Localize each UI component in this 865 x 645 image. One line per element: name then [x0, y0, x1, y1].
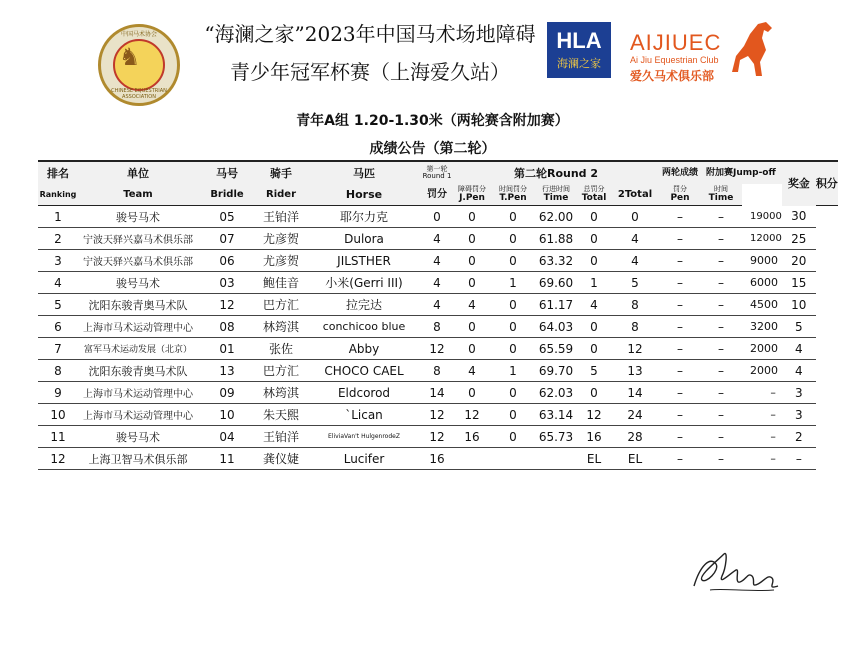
cell-team: 宁波天驿兴嘉马术俱乐部 — [78, 228, 198, 250]
cell-points: 15 — [782, 272, 816, 294]
cell-points: 3 — [782, 382, 816, 404]
cell-total: 5 — [578, 360, 610, 382]
cell-total: 0 — [578, 228, 610, 250]
cell-bridle: 07 — [198, 228, 256, 250]
cell-round1: 12 — [422, 426, 452, 448]
cell-jo-pen: – — [660, 338, 700, 360]
table-row — [38, 294, 838, 316]
table-row — [38, 360, 838, 382]
cell-bridle: 01 — [198, 338, 256, 360]
table-row — [38, 272, 838, 294]
announcement-title: 成绩公告（第二轮） — [369, 141, 496, 157]
cell-jpen: 0 — [452, 228, 492, 250]
cell-horse: 耶尔力克 — [306, 206, 422, 228]
col-time: 行进时间 Time — [534, 184, 578, 206]
cell-team: 上海市马术运动管理中心 — [78, 404, 198, 426]
cell-tpen: 0 — [492, 404, 534, 426]
cell-two-total: 12 — [610, 338, 660, 360]
cell-rider: 尤彦贺 — [256, 250, 306, 272]
cell-jpen: 0 — [452, 250, 492, 272]
cell-two-total: 4 — [610, 250, 660, 272]
cell-time: 65.59 — [534, 338, 578, 360]
cell-jpen — [452, 448, 492, 470]
cell-team: 沈阳东骏青奥马术队 — [78, 360, 198, 382]
table-row — [38, 382, 838, 404]
cell-total: 0 — [578, 250, 610, 272]
cell-time: 63.14 — [534, 404, 578, 426]
col-round1: 第一轮 Round 1 — [422, 161, 452, 184]
cell-jpen: 4 — [452, 360, 492, 382]
cell-jo-pen: – — [660, 294, 700, 316]
cell-total: 12 — [578, 404, 610, 426]
cell-jo-time: – — [700, 206, 742, 228]
cell-team: 上海市马术运动管理中心 — [78, 382, 198, 404]
cell-total: 1 — [578, 272, 610, 294]
cell-rank: 9 — [38, 382, 78, 404]
cell-jo-pen: – — [660, 272, 700, 294]
cell-jo-time: – — [700, 360, 742, 382]
col-total: 总罚分 Total — [578, 184, 610, 206]
club-logo-cn: 爱久马术俱乐部 — [630, 69, 715, 83]
cell-rider: 巴方汇 — [256, 360, 306, 382]
rearing-horse-icon — [728, 20, 774, 80]
col-jo-pen: 罚分 Pen — [660, 184, 700, 206]
club-logo-title: AIJIUEC — [630, 30, 722, 55]
cell-rank: 3 — [38, 250, 78, 272]
cell-round1: 4 — [422, 272, 452, 294]
cell-round1: 8 — [422, 316, 452, 338]
cell-round1: 12 — [422, 338, 452, 360]
chinese-equestrian-association-logo — [98, 24, 180, 106]
cell-bridle: 05 — [198, 206, 256, 228]
cell-horse: `Lican — [306, 404, 422, 426]
cell-total: EL — [578, 448, 610, 470]
cell-horse: EliviaVan't HulgenrodeZ — [306, 426, 422, 448]
cell-points: – — [782, 448, 816, 470]
cell-prize: 19000 — [742, 206, 782, 228]
cell-time: 61.17 — [534, 294, 578, 316]
cell-bridle: 11 — [198, 448, 256, 470]
cell-team: 骏号马术 — [78, 206, 198, 228]
cell-jpen: 4 — [452, 294, 492, 316]
table-row — [38, 250, 838, 272]
cell-points: 25 — [782, 228, 816, 250]
cell-points: 10 — [782, 294, 816, 316]
cell-prize: 12000 — [742, 228, 782, 250]
table-row — [38, 316, 838, 338]
horse-head-icon: ♞ — [119, 43, 141, 71]
cell-round1: 4 — [422, 228, 452, 250]
cell-team: 宁波天驿兴嘉马术俱乐部 — [78, 250, 198, 272]
cell-prize: 9000 — [742, 250, 782, 272]
cell-points: 5 — [782, 316, 816, 338]
cell-horse: 小米(Gerri III) — [306, 272, 422, 294]
cell-tpen: 1 — [492, 360, 534, 382]
cell-time: 65.73 — [534, 426, 578, 448]
cell-round1: 16 — [422, 448, 452, 470]
cell-time: 64.03 — [534, 316, 578, 338]
cell-round1: 4 — [422, 250, 452, 272]
cell-time: 62.03 — [534, 382, 578, 404]
cell-prize: 4500 — [742, 294, 782, 316]
cell-two-total: 4 — [610, 228, 660, 250]
cell-rider: 尤彦贺 — [256, 228, 306, 250]
col-ranking-cn: 排名 — [38, 161, 78, 184]
cell-jo-time: – — [700, 316, 742, 338]
cell-horse: Eldcorod — [306, 382, 422, 404]
cell-two-total: 13 — [610, 360, 660, 382]
cell-tpen: 0 — [492, 228, 534, 250]
results-table — [38, 160, 838, 470]
table-row — [38, 404, 838, 426]
cell-rider: 林筠淇 — [256, 382, 306, 404]
cell-tpen: 0 — [492, 426, 534, 448]
cell-round1: 4 — [422, 294, 452, 316]
hla-logo-sub: 海澜之家 — [557, 57, 601, 70]
cell-time: 69.70 — [534, 360, 578, 382]
cell-rank: 6 — [38, 316, 78, 338]
table-row — [38, 338, 838, 360]
cell-round1: 0 — [422, 206, 452, 228]
col-points: 积分 — [816, 161, 838, 206]
cell-prize: – — [742, 404, 782, 426]
cell-team: 沈阳东骏青奥马术队 — [78, 294, 198, 316]
cell-bridle: 06 — [198, 250, 256, 272]
cell-jpen: 16 — [452, 426, 492, 448]
cell-rank: 8 — [38, 360, 78, 382]
cell-team: 骏号马术 — [78, 272, 198, 294]
cell-total: 0 — [578, 316, 610, 338]
cell-rider: 龚仪婕 — [256, 448, 306, 470]
cell-jpen: 0 — [452, 206, 492, 228]
event-title-line2: 青少年冠军杯赛（上海爱久站） — [230, 60, 510, 84]
cell-round1: 14 — [422, 382, 452, 404]
group-title: 青年A组 1.20-1.30米（两轮赛含附加赛） — [296, 113, 569, 129]
table-row — [38, 206, 838, 228]
cell-jo-pen: – — [660, 382, 700, 404]
cell-rank: 11 — [38, 426, 78, 448]
cell-points: 3 — [782, 404, 816, 426]
event-title-line1: “海澜之家”2023年中国马术场地障碍 — [204, 22, 536, 46]
table-row — [38, 448, 838, 470]
cell-bridle: 08 — [198, 316, 256, 338]
logo-ring-text-en: CHINESE EQUESTRIAN ASSOCIATION — [111, 88, 167, 100]
cell-bridle: 04 — [198, 426, 256, 448]
cell-rank: 4 — [38, 272, 78, 294]
cell-jo-time: – — [700, 448, 742, 470]
logo-ring-text: 中国马术协会 — [120, 31, 157, 38]
cell-tpen — [492, 448, 534, 470]
cell-prize: 2000 — [742, 360, 782, 382]
cell-bridle: 03 — [198, 272, 256, 294]
cell-prize: 3200 — [742, 316, 782, 338]
cell-tpen: 0 — [492, 250, 534, 272]
cell-horse: conchicoo blue — [306, 316, 422, 338]
hla-logo-main: HLA — [556, 28, 602, 53]
cell-rank: 1 — [38, 206, 78, 228]
cell-rider: 王铂洋 — [256, 206, 306, 228]
cell-total: 0 — [578, 206, 610, 228]
cell-jo-pen: – — [660, 448, 700, 470]
cell-points: 4 — [782, 338, 816, 360]
cell-jo-time: – — [700, 272, 742, 294]
cell-rider: 张佐 — [256, 338, 306, 360]
cell-team: 富军马术运动发展（北京） — [78, 338, 198, 360]
cell-jo-time: – — [700, 250, 742, 272]
cell-jpen: 0 — [452, 382, 492, 404]
col-jo-time: 时间 Time — [700, 184, 742, 206]
cell-team: 上海卫智马术俱乐部 — [78, 448, 198, 470]
cell-two-total: 8 — [610, 294, 660, 316]
handwritten-signature — [688, 546, 784, 600]
cell-two-total: 24 — [610, 404, 660, 426]
col-jpen: 障碍罚分 J.Pen — [452, 184, 492, 206]
cell-jo-pen: – — [660, 316, 700, 338]
cell-jpen: 0 — [452, 272, 492, 294]
cell-team: 上海市马术运动管理中心 — [78, 316, 198, 338]
col-rider-en: Rider — [256, 184, 306, 206]
cell-time — [534, 448, 578, 470]
col-jumpoff-group: 附加赛Jump-off — [700, 161, 782, 184]
cell-jo-pen: – — [660, 206, 700, 228]
cell-rank: 7 — [38, 338, 78, 360]
cell-rider: 王铂洋 — [256, 426, 306, 448]
cell-prize: – — [742, 426, 782, 448]
club-logo-en: Ai Jiu Equestrian Club — [630, 55, 719, 65]
col-bridle-en: Bridle — [198, 184, 256, 206]
cell-prize: 6000 — [742, 272, 782, 294]
cell-tpen: 0 — [492, 382, 534, 404]
results-body — [38, 206, 838, 470]
col-round2-group: 第二轮Round 2 — [452, 161, 660, 184]
cell-time: 63.32 — [534, 250, 578, 272]
cell-rider: 朱天熙 — [256, 404, 306, 426]
cell-jo-time: – — [700, 382, 742, 404]
cell-horse: 拉完达 — [306, 294, 422, 316]
cell-jpen: 12 — [452, 404, 492, 426]
cell-tpen: 1 — [492, 272, 534, 294]
cell-bridle: 12 — [198, 294, 256, 316]
cell-total: 4 — [578, 294, 610, 316]
cell-rider: 巴方汇 — [256, 294, 306, 316]
cell-bridle: 09 — [198, 382, 256, 404]
cell-jpen: 0 — [452, 338, 492, 360]
cell-two-total: 28 — [610, 426, 660, 448]
cell-rank: 2 — [38, 228, 78, 250]
table-row — [38, 228, 838, 250]
cell-horse: Lucifer — [306, 448, 422, 470]
cell-two-total: EL — [610, 448, 660, 470]
cell-points: 30 — [782, 206, 816, 228]
cell-jo-pen: – — [660, 404, 700, 426]
cell-jo-pen: – — [660, 228, 700, 250]
cell-jo-time: – — [700, 228, 742, 250]
col-rider-cn: 骑手 — [256, 161, 306, 184]
cell-points: 20 — [782, 250, 816, 272]
cell-two-total: 8 — [610, 316, 660, 338]
cell-tpen: 0 — [492, 294, 534, 316]
cell-tpen: 0 — [492, 338, 534, 360]
cell-jpen: 0 — [452, 316, 492, 338]
cell-time: 62.00 — [534, 206, 578, 228]
col-horse-en: Horse — [306, 184, 422, 206]
cell-total: 0 — [578, 338, 610, 360]
cell-time: 61.88 — [534, 228, 578, 250]
cell-two-total: 14 — [610, 382, 660, 404]
cell-tpen: 0 — [492, 206, 534, 228]
cell-round1: 8 — [422, 360, 452, 382]
cell-jo-time: – — [700, 404, 742, 426]
cell-horse: Dulora — [306, 228, 422, 250]
cell-two-total: 0 — [610, 206, 660, 228]
col-tpen: 时间罚分 T.Pen — [492, 184, 534, 206]
cell-horse: JILSTHER — [306, 250, 422, 272]
cell-rider: 鲍佳音 — [256, 272, 306, 294]
cell-time: 69.60 — [534, 272, 578, 294]
cell-jo-time: – — [700, 294, 742, 316]
col-team-en: Team — [78, 184, 198, 206]
cell-rank: 5 — [38, 294, 78, 316]
cell-points: 4 — [782, 360, 816, 382]
cell-rank: 12 — [38, 448, 78, 470]
cell-jo-pen: – — [660, 360, 700, 382]
cell-jo-pen: – — [660, 426, 700, 448]
cell-jo-time: – — [700, 426, 742, 448]
cell-team: 骏号马术 — [78, 426, 198, 448]
col-ranking-en: Ranking — [38, 184, 78, 206]
col-prize: 奖金 — [782, 161, 816, 206]
cell-jo-time: – — [700, 338, 742, 360]
cell-points: 2 — [782, 426, 816, 448]
table-row — [38, 426, 838, 448]
col-round1-pen: 罚分 — [422, 184, 452, 206]
cell-prize: – — [742, 382, 782, 404]
cell-prize: 2000 — [742, 338, 782, 360]
cell-tpen: 0 — [492, 316, 534, 338]
cell-jo-pen: – — [660, 250, 700, 272]
col-bridle-cn: 马号 — [198, 161, 256, 184]
cell-horse: CHOCO CAEL — [306, 360, 422, 382]
cell-bridle: 13 — [198, 360, 256, 382]
cell-total: 0 — [578, 382, 610, 404]
cell-prize: – — [742, 448, 782, 470]
cell-horse: Abby — [306, 338, 422, 360]
cell-total: 16 — [578, 426, 610, 448]
cell-round1: 12 — [422, 404, 452, 426]
cell-bridle: 10 — [198, 404, 256, 426]
cell-rider: 林筠淇 — [256, 316, 306, 338]
hla-sponsor-logo — [547, 22, 611, 78]
cell-rank: 10 — [38, 404, 78, 426]
col-two-total-cn: 两轮成绩 — [660, 161, 700, 184]
col-team-cn: 单位 — [78, 161, 198, 184]
cell-two-total: 5 — [610, 272, 660, 294]
col-horse-cn: 马匹 — [306, 161, 422, 184]
col-two-total-en: 2Total — [610, 184, 660, 206]
